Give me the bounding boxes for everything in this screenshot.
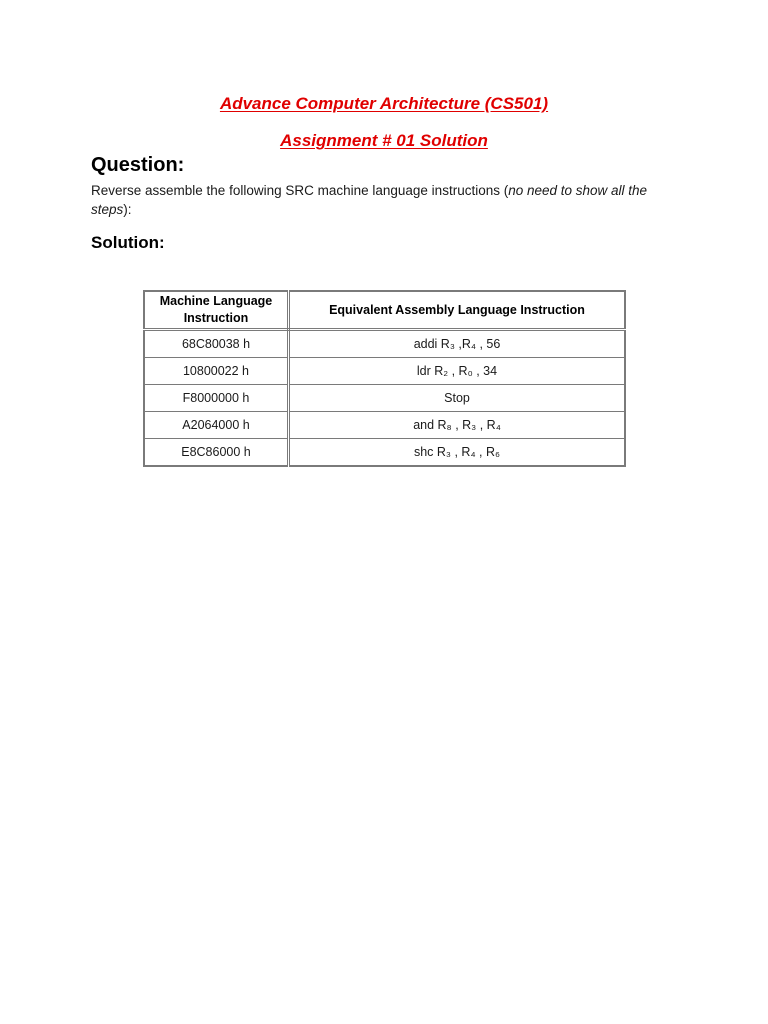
instruction-table	[143, 290, 626, 467]
table-row	[144, 412, 625, 439]
header-machine-language: Machine Language Instruction	[144, 291, 289, 330]
document-subtitle: Assignment # 01 Solution	[280, 131, 488, 150]
solution-heading: Solution:	[91, 233, 165, 252]
question-text-start: Reverse assemble the following SRC machine language instructions (	[91, 183, 509, 198]
document-title: Advance Computer Architecture (CS501)	[219, 94, 549, 113]
assembly-instruction-cell: Stop	[289, 385, 626, 412]
header-assembly-language: Equivalent Assembly Language Instruction	[289, 291, 626, 330]
machine-instruction-cell: 68C80038 h	[144, 330, 289, 358]
question-text	[91, 181, 681, 219]
machine-instruction-cell: A2064000 h	[144, 412, 289, 439]
assembly-instruction-cell: addi R₃ ,R₄ , 56	[289, 330, 626, 358]
table-row	[144, 358, 625, 385]
table-row	[144, 385, 625, 412]
machine-instruction-cell: 10800022 h	[144, 358, 289, 385]
question-text-end: ):	[123, 202, 132, 217]
machine-instruction-cell: F8000000 h	[144, 385, 289, 412]
question-heading: Question:	[91, 154, 185, 176]
assembly-instruction-cell: shc R₃ , R₄ , R₆	[289, 439, 626, 467]
table-header-row	[144, 291, 625, 330]
assembly-instruction-cell: ldr R₂ , R₀ , 34	[289, 358, 626, 385]
question-emphasis: no need to show all the steps	[91, 183, 648, 217]
table-row	[144, 439, 625, 467]
table-row	[144, 330, 625, 358]
assembly-instruction-cell: and R₈ , R₃ , R₄	[289, 412, 626, 439]
machine-instruction-cell: E8C86000 h	[144, 439, 289, 467]
